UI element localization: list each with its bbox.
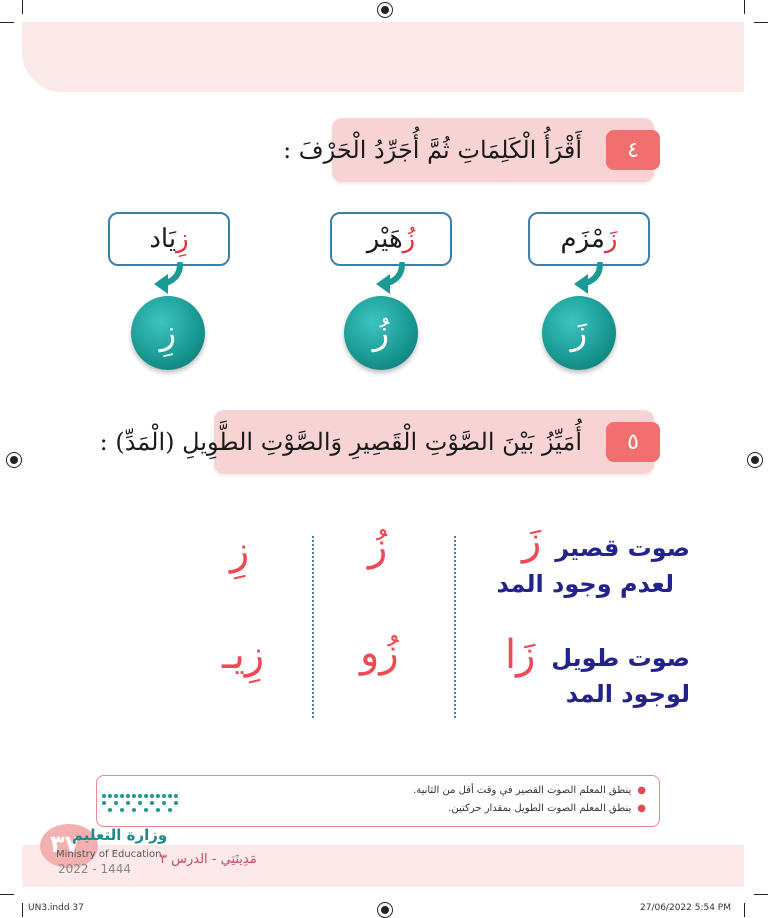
word-rest: يَاد (149, 224, 177, 254)
page-number: ٣٧ (50, 830, 80, 858)
crop-mark (22, 0, 23, 14)
short-sound-reason: لعدم وجود المد (496, 570, 674, 598)
crop-mark (22, 903, 23, 917)
edition-year: 2022 - 1444 (58, 862, 132, 876)
word-highlight-letter: زِ (176, 224, 189, 254)
section4-banner (283, 118, 654, 182)
teacher-note: ●ينطق المعلم الصوت القصير في وقت أقل من الثانية. (413, 785, 646, 796)
crop-mark (0, 22, 14, 23)
ministry-logo-icon (100, 792, 184, 814)
long-letter-alif: زَا (505, 632, 536, 678)
word-card-zamzam (528, 212, 650, 266)
bullet-icon: ● (637, 785, 646, 796)
registration-mark-icon (747, 452, 763, 468)
ministry-name-ar: وزارة التعليم (72, 826, 168, 844)
section4-number: ٤ (606, 130, 660, 170)
short-letter-damma: زُ (368, 524, 388, 570)
long-sound-label: صوت طويل (551, 644, 690, 672)
top-decorative-band (22, 22, 744, 92)
section5-instruction: أُمَيِّزُ بَيْنَ الصَّوْتِ الْقَصِيرِ وَالصَّوْتِ الطَّوِيلِ (الْمَدِّ) : (99, 428, 582, 456)
bullet-icon: ● (637, 803, 646, 814)
crop-mark (744, 903, 745, 917)
registration-mark-icon (377, 2, 393, 18)
letter-circle: زَ (542, 296, 616, 370)
crop-mark (754, 22, 768, 23)
arrow-down-icon (372, 262, 412, 298)
long-letter-ya: زِيـ (222, 632, 265, 678)
long-sound-reason: لوجود المد (565, 680, 690, 708)
short-letter-fatha: زَ (522, 518, 542, 564)
letter-circle: زُ (344, 296, 418, 370)
crop-mark (0, 894, 14, 895)
registration-mark-icon (6, 452, 22, 468)
print-timestamp: 27/06/2022 5:54 PM (640, 903, 731, 913)
word-card-zuhair (330, 212, 452, 266)
short-sound-label: صوت قصير (555, 534, 690, 562)
letter-circle: زِ (131, 296, 205, 370)
teacher-note: ●ينطق المعلم الصوت الطويل بمقدار حركتين. (448, 803, 646, 814)
word-highlight-letter: زُ (402, 224, 416, 254)
word-rest: مْزَم (560, 224, 605, 254)
long-letter-waw: زُو (360, 630, 399, 676)
registration-mark-icon (377, 902, 393, 918)
lesson-title: مَدِينَتِي - الدرس ٣ (160, 852, 257, 867)
crop-mark (744, 0, 745, 14)
arrow-down-icon (150, 262, 190, 298)
section5-banner (99, 410, 654, 474)
short-letter-kasra: زِ (230, 528, 250, 574)
column-divider (312, 536, 314, 718)
word-rest: هَيْر (366, 224, 403, 254)
ministry-name-en: Ministry of Education (56, 849, 162, 860)
section5-number: ٥ (606, 422, 660, 462)
crop-mark (754, 894, 768, 895)
section4-instruction: أَقْرَأُ الْكَلِمَاتِ ثُمَّ أُجَرِّدُ الْحَرْفَ : (283, 136, 582, 164)
word-card-ziyad (108, 212, 230, 266)
arrow-down-icon (570, 262, 610, 298)
column-divider (454, 536, 456, 718)
file-slug: UN3.indd 37 (28, 903, 84, 913)
word-highlight-letter: زَ (604, 224, 618, 254)
